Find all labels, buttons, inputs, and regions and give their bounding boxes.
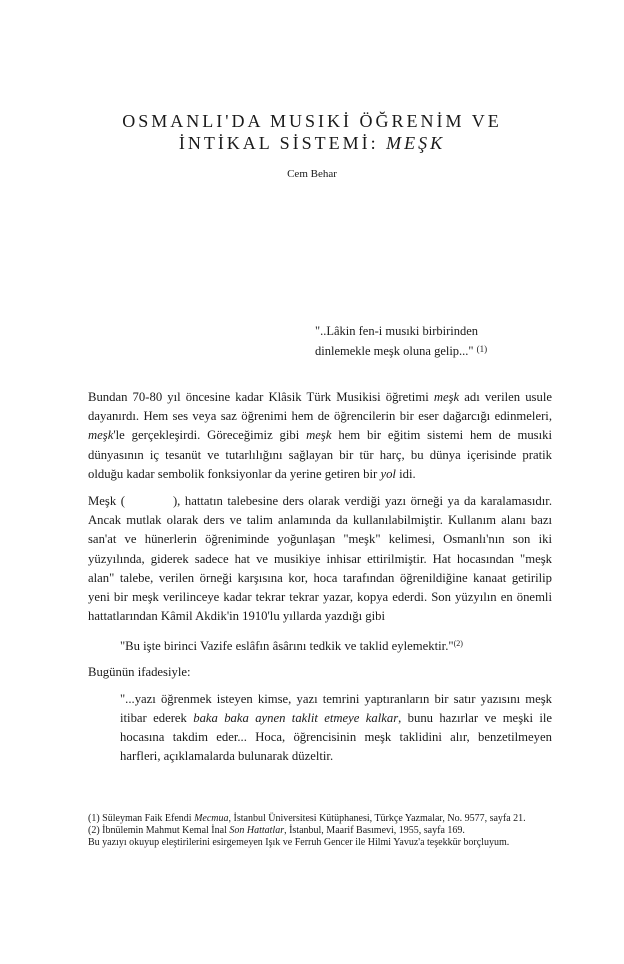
quote-text: "Bu işte birinci Vazife eslâfın âsârını tedkik ve taklid eylemektir.": [120, 639, 454, 654]
p2-text-a: Meşk (: [88, 494, 125, 509]
paragraph-3: Bugünün ifadesiyle:: [88, 664, 191, 679]
epigraph: [315, 322, 575, 360]
acknowledgement: Bu yazıyı okuyup eleştirilerini esirgemeyen Işık ve Ferruh Gencer ile Hilmi Yavuz'a teşekkür borçluyum.: [88, 837, 510, 848]
p1-term-mesk-2: meşk: [88, 428, 114, 443]
p1-term-yol: yol: [380, 466, 396, 481]
p1-term-mesk-3: meşk: [306, 428, 332, 443]
title-line-2-italic: MEŞK: [386, 133, 446, 153]
quote-kamil-akdik: [120, 634, 552, 656]
p1-text-i: idi.: [395, 466, 416, 481]
fn1-title: Mecmua: [194, 813, 229, 824]
epigraph-ref: (1): [476, 344, 488, 354]
paragraph-2: [88, 492, 552, 626]
epigraph-line-2-text: dinlemekle meşk oluna gelip...": [315, 344, 474, 358]
p1-text-a: Bundan 70-80 yıl öncesine kadar Klâsik Türk Musikisi öğretimi: [88, 390, 434, 404]
p1-term-mesk-1: meşk: [433, 390, 460, 404]
article-body: [88, 388, 552, 773]
paragraph-1: [88, 388, 552, 484]
title-line-1: OSMANLI'DA MUSIKİ ÖĞRENİM VE: [122, 111, 502, 131]
block-quote: [120, 690, 552, 767]
fn2-title: Son Hattatlar: [229, 825, 285, 836]
epigraph-line-1: "..Lâkin fen-i musıki birbirinden: [315, 324, 479, 338]
epigraph-line-2: [315, 340, 575, 360]
fn1-text-c: , İstanbul Üniversitesi Kütüphanesi, Türkçe Yazmalar, No. 9577, sayfa 21.: [228, 813, 526, 824]
fn2-text-a: (2) İbnülemin Mahmut Kemal İnal: [88, 825, 230, 836]
footnote-1: [88, 813, 552, 825]
author-name: Cem Behar: [287, 168, 337, 180]
fn2-text-c: , İstanbul, Maarif Basımevi, 1955, sayfa 169.: [284, 825, 465, 836]
p4-text-italic: baka baka aynen taklit etmeye kalkar: [193, 711, 399, 726]
article-title: [60, 110, 564, 154]
p4-text-c: , bunu hazırlar ve meşki ile hocasına takdim eder... Hoca, öğrencisinin meşk taklidini alır, benzetilmeyen harfleri, açıklamalarda bulunarak düzeltir.: [120, 711, 552, 764]
title-line-2-prefix: İNTİKAL SİSTEMİ:: [178, 133, 387, 153]
footnotes: [88, 813, 552, 849]
p1-text-e: 'le gerçekleşirdi. Göreceğimiz gibi: [113, 428, 307, 443]
p1-text-g: hem bir eğitim sistemi hem de musıki dünyasının iç tesanüt ve tutarlılığını sağlayan bir tür harç, bu dünya içerisinde pratik olduğu kadar sembolik fonksiyonlar da yerine getiren bir: [88, 428, 552, 481]
footnote-2: [88, 825, 552, 837]
title-line-2: [60, 132, 564, 154]
p1-text-c: adı verilen usule dayanırdı. Hem ses veya saz öğrenimi hem de öğrencilerin bir eser dağarcığı edinmeleri,: [88, 390, 552, 424]
p4-text-a: "...yazı öğrenmek isteyen kimse, yazı temrini yaptıranların bir satır yazısını meşk itibar ederek: [120, 691, 552, 726]
quote-ref: (2): [453, 639, 463, 649]
fn1-text-a: (1) Süleyman Faik Efendi: [88, 813, 195, 824]
p2-text-b: ), hattatın talebesine ders olarak verdiği yazı örneği ya da karalamasıdır. Ancak mutlak olarak ders ve talim anlamında da kullanılabilmiştir. Kullanım alanı bazı san'at ve hünerlerin öğreniminde yoğunlaşan "meşk" kelimesi, Osmanlı'nın son iki yüzyılında, giderek sadece hat ve musikiye inhisar ettirilmiştir. Hat hocasından "meşk alan" talebe, verilen örneği karşısına kor, hoca tarafından öğrenildiğine kanaat getirilip yeni bir meşk verilinceye kadar tekrar tekrar yazar, kopya ederdi. Son yüzyılın en önemli hattatlarından Kâmil Akdik'in 1910'lu yıllarda yazdığı gibi: [88, 494, 552, 624]
